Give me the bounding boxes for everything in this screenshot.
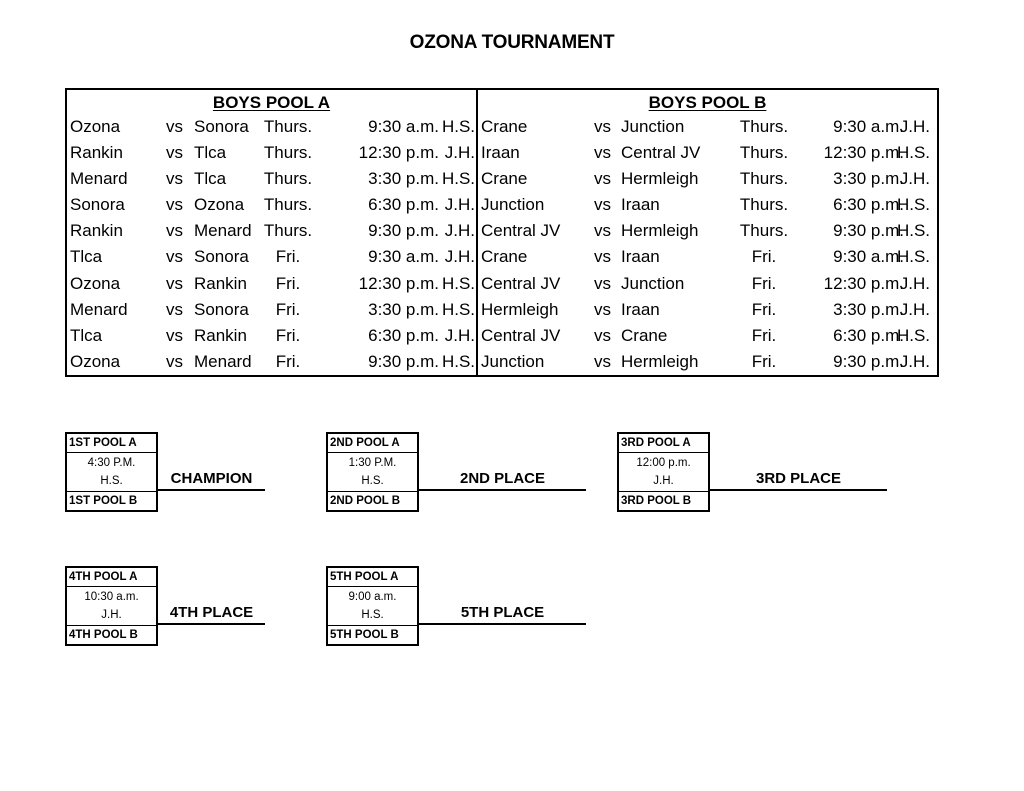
- bracket-result-label: 4TH PLACE: [169, 604, 254, 621]
- game-location: H.S.: [441, 169, 475, 189]
- bracket-3rd-place: [617, 432, 887, 512]
- game-time: 9:30 a.m.: [833, 247, 904, 267]
- vs-label: vs: [166, 351, 183, 371]
- game-row: [478, 349, 937, 375]
- game-time: 9:30 a.m.: [833, 117, 904, 136]
- bracket-result-line: [419, 623, 586, 625]
- team-home: Crane: [481, 247, 528, 267]
- team-away: Rankin: [194, 325, 247, 345]
- game-location: J.H.: [444, 221, 475, 241]
- game-time: 12:30 p.m.: [823, 273, 904, 293]
- game-location: H.S.: [896, 143, 930, 163]
- game-row: [67, 218, 476, 244]
- pool-a-header-text: BOYS POOL A: [212, 93, 331, 112]
- pool-a-column: [67, 90, 478, 375]
- pool-b-header: [478, 90, 937, 114]
- vs-label: vs: [594, 221, 611, 241]
- game-time: 3:30 p.m.: [833, 299, 904, 319]
- team-away: Iraan: [621, 247, 660, 267]
- team-home: Ozona: [70, 117, 121, 136]
- bracket-time: 12:00 p.m.: [636, 457, 691, 469]
- bracket-result-line: [158, 623, 265, 625]
- game-location: H.S.: [441, 299, 475, 319]
- game-day: Fri.: [751, 351, 777, 371]
- team-home: Sonora: [70, 195, 125, 215]
- game-day: Thurs.: [739, 143, 789, 163]
- team-away: Menard: [194, 351, 252, 371]
- pool-b-column: [478, 90, 937, 375]
- team-away: Sonora: [194, 299, 249, 319]
- bracket-4th-place: [65, 566, 335, 646]
- vs-label: vs: [166, 143, 183, 163]
- game-row: [67, 114, 476, 140]
- bracket-time: 1:30 P.M.: [348, 457, 397, 469]
- game-row: [478, 323, 937, 349]
- game-time: 6:30 p.m.: [368, 195, 439, 215]
- bracket-location: H.S.: [100, 475, 123, 487]
- bracket-result-label: CHAMPION: [170, 470, 253, 487]
- team-away: Junction: [621, 117, 685, 136]
- game-time: 12:30 p.m.: [358, 273, 439, 293]
- vs-label: vs: [594, 273, 611, 293]
- game-location: J.H.: [444, 325, 475, 345]
- game-location: J.H.: [444, 195, 475, 215]
- game-time: 9:30 p.m.: [833, 221, 904, 241]
- bracket-matchup-box: [617, 432, 710, 512]
- team-home: Iraan: [481, 143, 520, 163]
- bracket-slot-b: 1ST POOL B: [67, 491, 156, 510]
- game-time: 6:30 p.m.: [833, 195, 904, 215]
- bracket-slot-a: 5TH POOL A: [328, 568, 417, 587]
- bracket-result-label: 3RD PLACE: [755, 470, 841, 487]
- game-time: 9:30 p.m.: [368, 221, 439, 241]
- vs-label: vs: [594, 299, 611, 319]
- team-home: Menard: [70, 299, 128, 319]
- team-away: Junction: [621, 273, 685, 293]
- vs-label: vs: [166, 273, 183, 293]
- game-row: [478, 114, 937, 140]
- game-location: H.S.: [896, 325, 930, 345]
- vs-label: vs: [594, 169, 611, 189]
- vs-label: vs: [166, 169, 183, 189]
- bracket-location: J.H.: [101, 609, 122, 621]
- vs-label: vs: [166, 299, 183, 319]
- game-time: 9:30 p.m.: [833, 351, 904, 371]
- game-day: Fri.: [751, 247, 777, 267]
- game-day: Fri.: [275, 325, 301, 345]
- game-time: 9:30 p.m.: [368, 351, 439, 371]
- game-location: J.H.: [899, 299, 930, 319]
- bracket-2nd-place: [326, 432, 596, 512]
- game-day: Fri.: [275, 299, 301, 319]
- bracket-location: J.H.: [653, 475, 674, 487]
- bracket-matchup-box: [65, 566, 158, 646]
- bracket-slot-b: 3RD POOL B: [619, 491, 708, 510]
- team-away: Central JV: [621, 143, 701, 163]
- game-day: Thurs.: [263, 117, 313, 136]
- team-away: Hermleigh: [621, 169, 699, 189]
- bracket-slot-b: 4TH POOL B: [67, 625, 156, 644]
- bracket-time: 4:30 P.M.: [87, 457, 136, 469]
- game-time: 3:30 p.m.: [368, 299, 439, 319]
- game-row: [67, 271, 476, 297]
- game-row: [67, 166, 476, 192]
- page-title: OZONA TOURNAMENT: [409, 32, 615, 53]
- team-away: Hermleigh: [621, 351, 699, 371]
- team-away: Rankin: [194, 273, 247, 293]
- game-day: Fri.: [751, 299, 777, 319]
- bracket-result-line: [419, 489, 586, 491]
- game-day: Fri.: [275, 247, 301, 267]
- game-row: [478, 192, 937, 218]
- bracket-result-line: [710, 489, 887, 491]
- game-day: Fri.: [751, 273, 777, 293]
- game-time: 3:30 p.m.: [833, 169, 904, 189]
- pool-b-header-text: BOYS POOL B: [648, 93, 767, 112]
- bracket-matchup-box: [326, 566, 419, 646]
- team-away: Hermleigh: [621, 221, 699, 241]
- game-row: [478, 140, 937, 166]
- vs-label: vs: [594, 351, 611, 371]
- game-day: Thurs.: [739, 221, 789, 241]
- game-day: Thurs.: [263, 221, 313, 241]
- team-home: Tlca: [70, 325, 103, 345]
- game-row: [67, 349, 476, 375]
- game-location: J.H.: [444, 247, 475, 267]
- game-row: [478, 244, 937, 270]
- game-location: J.H.: [899, 117, 930, 136]
- bracket-slot-a: 1ST POOL A: [67, 434, 156, 453]
- game-time: 9:30 a.m.: [368, 117, 439, 136]
- game-location: H.S.: [441, 273, 475, 293]
- vs-label: vs: [594, 247, 611, 267]
- bracket-time: 9:00 a.m.: [348, 591, 397, 603]
- vs-label: vs: [166, 117, 183, 136]
- game-day: Fri.: [751, 325, 777, 345]
- game-day: Thurs.: [739, 169, 789, 189]
- team-home: Crane: [481, 117, 528, 136]
- pool-schedule-table: [65, 88, 939, 377]
- team-home: Tlca: [70, 247, 103, 267]
- game-day: Thurs.: [739, 117, 789, 136]
- bracket-matchup-box: [65, 432, 158, 512]
- bracket-result-line: [158, 489, 265, 491]
- game-row: [67, 323, 476, 349]
- vs-label: vs: [594, 195, 611, 215]
- team-away: Menard: [194, 221, 252, 241]
- team-away: Sonora: [194, 247, 249, 267]
- game-day: Thurs.: [263, 195, 313, 215]
- pool-a-header: [67, 90, 476, 114]
- bracket-result-label: 2ND PLACE: [459, 470, 545, 487]
- game-time: 12:30 p.m.: [358, 143, 439, 163]
- game-day: Thurs.: [739, 195, 789, 215]
- game-location: J.H.: [899, 351, 930, 371]
- team-home: Junction: [481, 195, 545, 215]
- bracket-champion: [65, 432, 335, 512]
- team-home: Central JV: [481, 273, 561, 293]
- game-location: H.S.: [896, 195, 930, 215]
- game-time: 6:30 p.m.: [368, 325, 439, 345]
- game-time: 3:30 p.m.: [368, 169, 439, 189]
- game-day: Fri.: [275, 351, 301, 371]
- team-away: Tlca: [194, 143, 227, 163]
- game-location: H.S.: [441, 351, 475, 371]
- team-home: Ozona: [70, 273, 121, 293]
- team-home: Hermleigh: [481, 299, 559, 319]
- vs-label: vs: [166, 221, 183, 241]
- team-away: Crane: [621, 325, 668, 345]
- game-location: H.S.: [441, 117, 475, 136]
- game-location: H.S.: [896, 221, 930, 241]
- vs-label: vs: [166, 195, 183, 215]
- team-away: Tlca: [194, 169, 227, 189]
- team-home: Rankin: [70, 221, 123, 241]
- vs-label: vs: [594, 325, 611, 345]
- team-home: Central JV: [481, 221, 561, 241]
- game-day: Fri.: [275, 273, 301, 293]
- vs-label: vs: [594, 117, 611, 136]
- game-row: [478, 166, 937, 192]
- team-home: Rankin: [70, 143, 123, 163]
- game-location: J.H.: [899, 169, 930, 189]
- bracket-slot-b: 2ND POOL B: [328, 491, 417, 510]
- vs-label: vs: [166, 247, 183, 267]
- bracket-location: H.S.: [361, 475, 384, 487]
- game-time: 9:30 a.m.: [368, 247, 439, 267]
- game-day: Thurs.: [263, 143, 313, 163]
- bracket-matchup-box: [326, 432, 419, 512]
- game-row: [67, 140, 476, 166]
- game-row: [478, 271, 937, 297]
- team-home: Ozona: [70, 351, 121, 371]
- bracket-result-label: 5TH PLACE: [460, 604, 545, 621]
- team-away: Ozona: [194, 195, 245, 215]
- team-home: Central JV: [481, 325, 561, 345]
- bracket-5th-place: [326, 566, 596, 646]
- game-location: J.H.: [444, 143, 475, 163]
- bracket-time: 10:30 a.m.: [84, 591, 139, 603]
- bracket-slot-a: 4TH POOL A: [67, 568, 156, 587]
- team-away: Iraan: [621, 195, 660, 215]
- game-day: Thurs.: [263, 169, 313, 189]
- bracket-slot-b: 5TH POOL B: [328, 625, 417, 644]
- game-row: [67, 192, 476, 218]
- vs-label: vs: [594, 143, 611, 163]
- bracket-slot-a: 2ND POOL A: [328, 434, 417, 453]
- game-row: [478, 218, 937, 244]
- team-home: Crane: [481, 169, 528, 189]
- game-row: [67, 297, 476, 323]
- game-row: [67, 244, 476, 270]
- team-away: Sonora: [194, 117, 249, 136]
- game-row: [478, 297, 937, 323]
- bracket-location: H.S.: [361, 609, 384, 621]
- game-time: 6:30 p.m.: [833, 325, 904, 345]
- game-location: J.H.: [899, 273, 930, 293]
- team-away: Iraan: [621, 299, 660, 319]
- bracket-slot-a: 3RD POOL A: [619, 434, 708, 453]
- vs-label: vs: [166, 325, 183, 345]
- game-time: 12:30 p.m.: [823, 143, 904, 163]
- game-location: H.S.: [896, 247, 930, 267]
- team-home: Junction: [481, 351, 545, 371]
- team-home: Menard: [70, 169, 128, 189]
